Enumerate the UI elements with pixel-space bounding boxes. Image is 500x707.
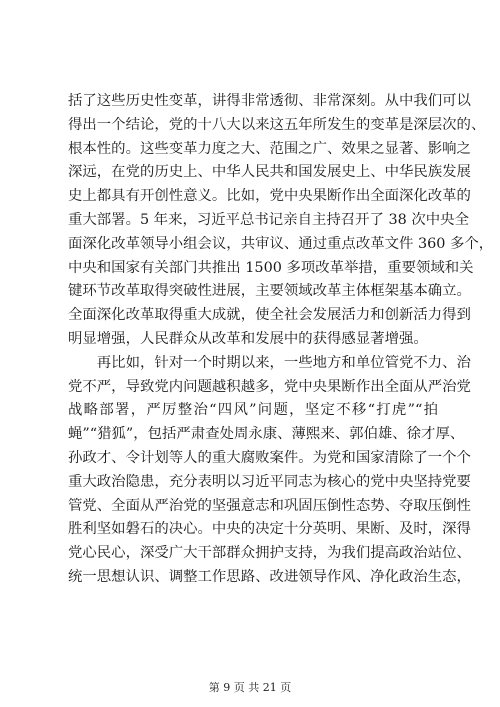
text-line: 括了这些历史性变革，讲得非常透彻、非常深刻。从中我们可以 — [68, 93, 471, 109]
body-text — [68, 90, 494, 590]
text-line: 管党、全面从严治党的坚强意志和巩固压倒性态势、夺取压倒性 — [68, 497, 471, 514]
text-line: 重大部署。5 年来，习近平总书记亲自主持召开了 38 次中央全 — [68, 211, 469, 228]
text-line: 蝇”“猎狐”，包括严肃查处周永康、薄熙来、郭伯雄、徐才厚、 — [68, 426, 465, 443]
text-line: 史上都具有开创性意义。比如，党中央果断作出全面深化改革的 — [68, 188, 471, 205]
text-line: 面深化改革领导小组会议，共审议、通过重点改革文件 360 多个， — [68, 235, 494, 252]
text-line: 党不严，导致党内问题越积越多，党中央果断作出全面从严治党 — [68, 378, 471, 395]
text-line: 党心民心，深受广大干部群众拥护支持，为我们提高政治站位、 — [68, 545, 471, 562]
text-line: 再比如，针对一个时期以来，一些地方和单位管党不力、治 — [68, 354, 471, 371]
text-line: 根本性的。这些变革力度之大、范围之广、效果之显著、影响之 — [68, 140, 471, 157]
text-line: 全面深化改革取得重大成就，使全社会发展活力和创新活力得到 — [68, 307, 471, 324]
text-line: 重大政治隐患，充分表明以习近平同志为核心的党中央坚持党要 — [68, 473, 471, 490]
text-line: 得出一个结论，党的十八大以来这五年所发生的变革是深层次的、 — [68, 116, 486, 133]
text-line: 明显增强，人民群众从改革和发展中的获得感显著增强。 — [68, 330, 428, 347]
text-line: 战略部署，严厉整治“四风”问题，坚定不移“打虎”“拍 — [68, 402, 438, 419]
text-line: 键环节改革取得突破性进展，主要领域改革主体框架基本确立。 — [68, 283, 471, 300]
text-line: 孙政才、令计划等人的重大腐败案件。为党和国家清除了一个个 — [68, 449, 471, 466]
text-line: 胜利坚如磐石的决心。中央的决定十分英明、果断、及时，深得 — [68, 521, 471, 538]
text-line: 中央和国家有关部门共推出 1500 多项改革举措，重要领域和关 — [68, 259, 474, 276]
text-line: 统一思想认识、调整工作思路、改进领导作风、净化政治生态， — [68, 568, 471, 585]
text-line: 深远，在党的历史上、中华人民共和国发展史上、中华民族发展 — [68, 164, 471, 181]
page-footer: 第 9 页 共 21 页 — [208, 681, 292, 694]
